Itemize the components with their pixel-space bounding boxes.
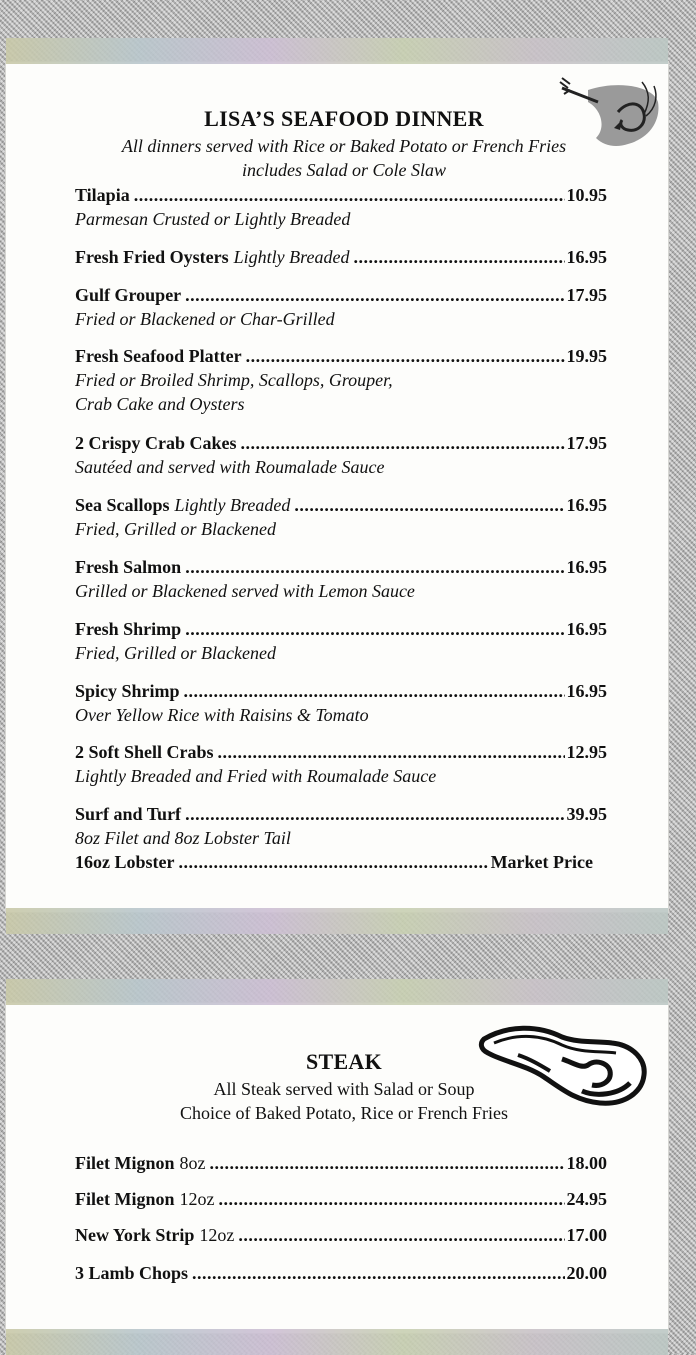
item-description: Fried, Grilled or Blackened <box>75 643 276 663</box>
item-name: Filet Mignon <box>75 1189 175 1209</box>
panel-bottom-edge <box>6 908 668 934</box>
item-name: Surf and Turf <box>75 804 182 824</box>
menu-item <box>75 431 607 479</box>
item-name: Fresh Salmon <box>75 557 182 577</box>
panel-top-edge <box>6 979 668 1005</box>
item-price: 17.95 <box>566 285 607 305</box>
steak-panel <box>6 1003 668 1333</box>
item-price: 10.95 <box>566 185 607 205</box>
menu-item <box>75 740 607 788</box>
item-size: 12oz <box>199 1225 235 1245</box>
item-name: Fresh Seafood Platter <box>75 346 242 366</box>
item-description: Grilled or Blackened served with Lemon Sauce <box>75 581 415 601</box>
seafood-panel <box>6 62 668 912</box>
steak-title: STEAK <box>305 1049 383 1074</box>
item-name: 16oz Lobster <box>75 852 175 872</box>
item-description: Lightly Breaded and Fried with Roumalade Sauce <box>75 766 437 786</box>
item-price: Market Price <box>490 852 593 872</box>
seafood-title: LISA’S SEAFOOD DINNER <box>204 106 484 131</box>
item-price: 24.95 <box>566 1189 607 1209</box>
item-name: Fresh Shrimp <box>75 619 182 639</box>
seafood-subtitle-line1: All dinners served with Rice or Baked Potato or French Fries <box>121 136 567 156</box>
menu-item <box>75 1187 607 1211</box>
item-description: Fried or Broiled Shrimp, Scallops, Grouper, <box>75 370 393 390</box>
item-description: Crab Cake and Oysters <box>75 394 245 414</box>
panel-bottom-edge <box>6 1329 668 1355</box>
item-description: Fried, Grilled or Blackened <box>75 519 276 539</box>
item-name: 2 Soft Shell Crabs <box>75 742 214 762</box>
item-price: 19.95 <box>566 346 607 366</box>
item-name: New York Strip <box>75 1225 195 1245</box>
menu-item <box>75 245 607 269</box>
item-name: Tilapia <box>75 185 130 205</box>
item-description: Over Yellow Rice with Raisins & Tomato <box>75 705 369 725</box>
item-description: Sautéed and served with Roumalade Sauce <box>75 457 385 477</box>
item-price: 12.95 <box>566 742 607 762</box>
steak-subtitle-line1: All Steak served with Salad or Soup <box>213 1079 475 1099</box>
menu-item <box>75 802 607 850</box>
menu-item <box>75 493 607 541</box>
seafood-subtitle-line2: includes Salad or Cole Slaw <box>242 160 446 180</box>
menu-item <box>75 617 607 665</box>
menu-item <box>75 1223 607 1247</box>
item-name: 3 Lamb Chops <box>75 1263 189 1283</box>
item-name: Sea Scallops <box>75 495 170 515</box>
item-price: 17.95 <box>566 433 607 453</box>
item-name: 2 Crispy Crab Cakes <box>75 433 237 453</box>
item-name: Filet Mignon <box>75 1153 175 1173</box>
item-size: 8oz <box>179 1153 206 1173</box>
menu-item <box>75 1151 607 1175</box>
item-price: 16.95 <box>566 495 607 515</box>
item-price: 16.95 <box>566 247 607 267</box>
item-price: 16.95 <box>566 557 607 577</box>
menu-item <box>75 555 607 603</box>
item-price: 20.00 <box>566 1263 607 1283</box>
item-name: Gulf Grouper <box>75 285 182 305</box>
item-price: 18.00 <box>566 1153 607 1173</box>
menu-item <box>75 850 593 874</box>
item-price: 39.95 <box>566 804 607 824</box>
menu-item <box>75 283 607 331</box>
item-description: Parmesan Crusted or Lightly Breaded <box>75 209 351 229</box>
item-price: 16.95 <box>566 619 607 639</box>
panel-top-edge <box>6 38 668 64</box>
menu-item <box>75 344 607 416</box>
item-note: Lightly Breaded <box>174 495 291 515</box>
item-price: 17.00 <box>566 1225 607 1245</box>
item-price: 16.95 <box>566 681 607 701</box>
item-size: 12oz <box>179 1189 215 1209</box>
item-name: Spicy Shrimp <box>75 681 180 701</box>
item-description: 8oz Filet and 8oz Lobster Tail <box>75 828 291 848</box>
item-name: Fresh Fried Oysters <box>75 247 229 267</box>
steak-subtitle-line2: Choice of Baked Potato, Rice or French Fries <box>180 1103 508 1123</box>
item-description: Fried or Blackened or Char-Grilled <box>75 309 335 329</box>
menu-item <box>75 183 607 231</box>
item-note: Lightly Breaded <box>233 247 350 267</box>
menu-item <box>75 1261 607 1285</box>
menu-item <box>75 679 607 727</box>
